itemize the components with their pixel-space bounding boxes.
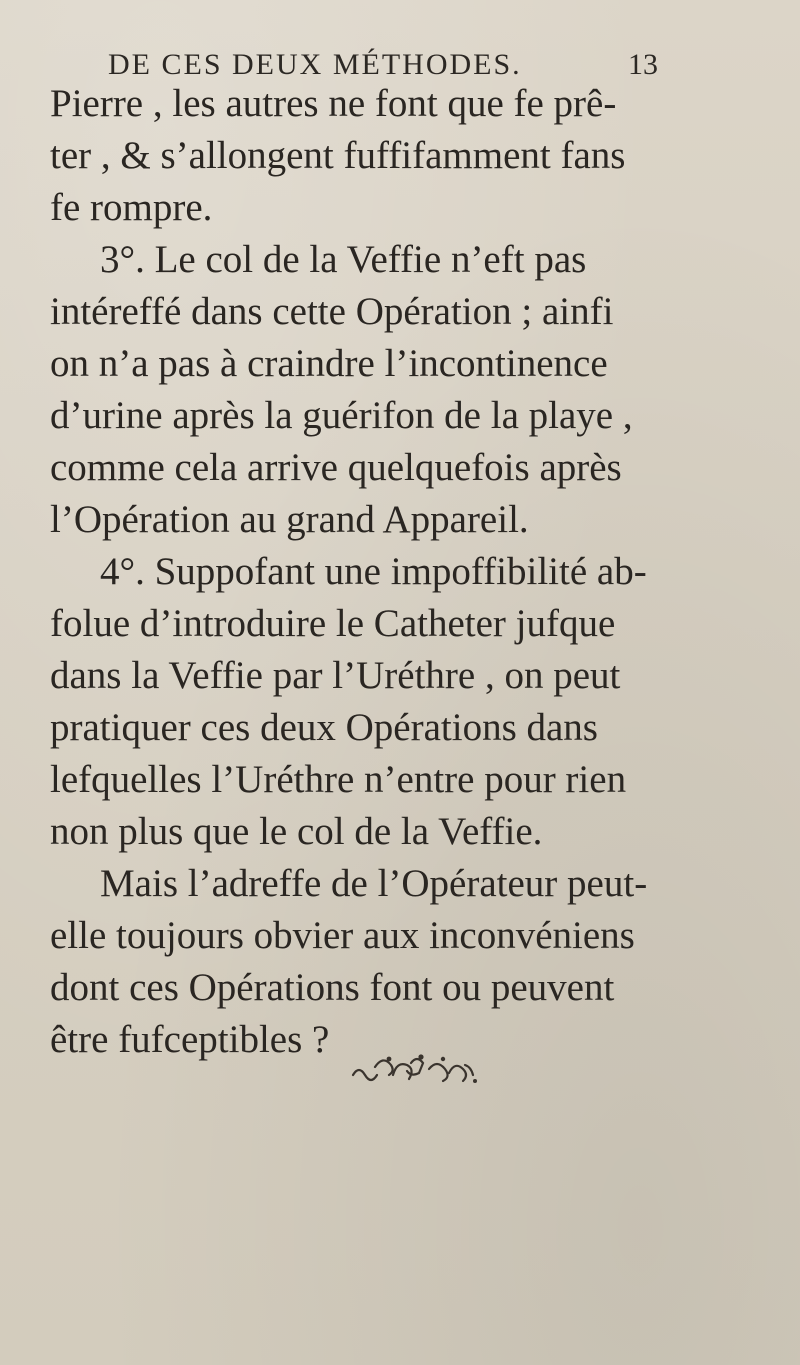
text-line: ter , & s’allongent fuffifamment fans: [50, 134, 626, 177]
text-line: on n’a pas à craindre l’incontinence: [50, 342, 608, 385]
text-line: comme cela arrive quelquefois après: [50, 446, 622, 489]
text-line: folue d’introduire le Catheter jufque: [50, 602, 616, 645]
text-line: dans la Veffie par l’Uréthre , on peut: [50, 654, 621, 697]
fleuron-ornament-svg: [345, 1045, 485, 1095]
text-line: elle toujours obvier aux inconvéniens: [50, 914, 635, 957]
text-line: lefquelles l’Uréthre n’entre pour rien: [50, 758, 627, 801]
text-line: 3°. Le col de la Veffie n’eft pas: [100, 238, 587, 281]
text-line: être fufceptibles ?: [50, 1018, 330, 1061]
text-line: fe rompre.: [50, 186, 213, 229]
text-line: l’Opération au grand Appareil.: [50, 498, 529, 541]
text-line: 4°. Suppofant une impoffibilité ab-: [100, 550, 647, 593]
text-line: non plus que le col de la Veffie.: [50, 810, 543, 853]
text-line: Mais l’adreffe de l’Opérateur peut-: [100, 862, 648, 905]
text-line: Pierre , les autres ne font que fe prê-: [50, 82, 617, 125]
text-line: d’urine après la guérifon de la playe ,: [50, 394, 633, 437]
text-line: intéreffé dans cette Opération ; ainfi: [50, 290, 614, 333]
page-number: 13: [628, 48, 658, 81]
running-title: DE CES DEUX MÉTHODES.: [108, 48, 522, 81]
fleuron-ornament-icon: [345, 1045, 485, 1095]
text-line: pratiquer ces deux Opérations dans: [50, 706, 598, 749]
body-text: [50, 78, 770, 1066]
text-line: dont ces Opérations font ou peuvent: [50, 966, 615, 1009]
